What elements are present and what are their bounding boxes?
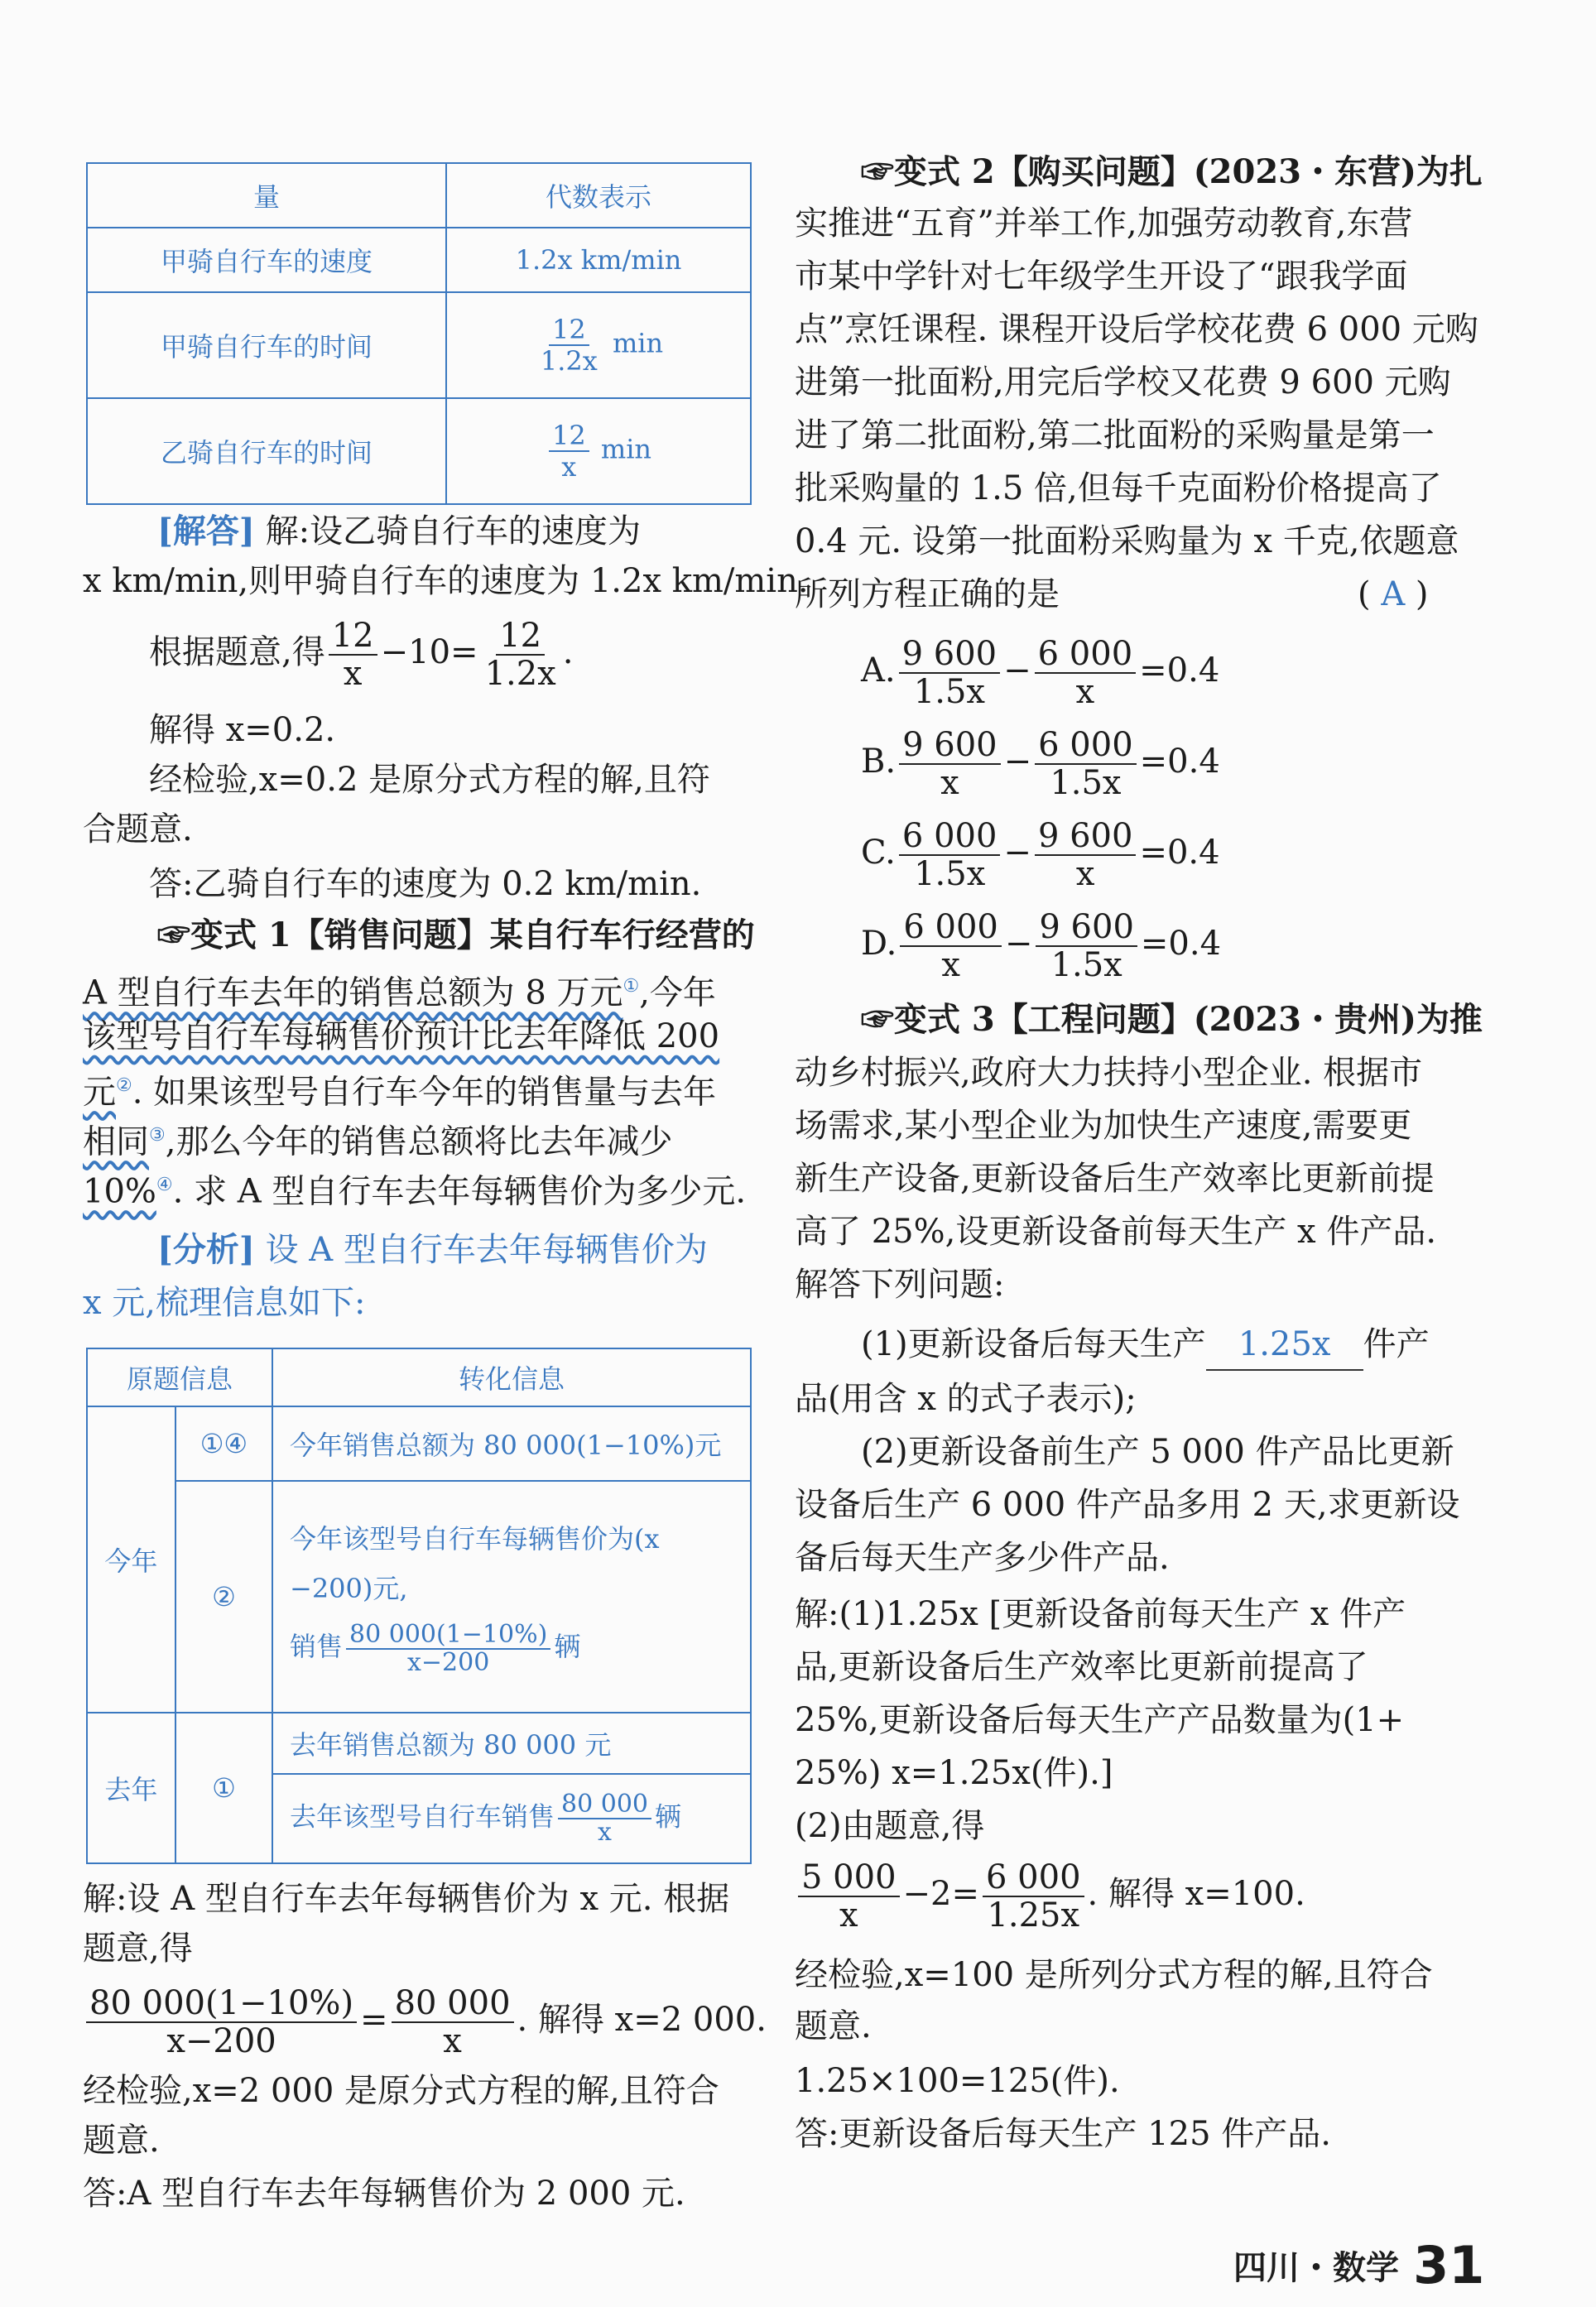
footer-label: 四川・数学 [1233, 2249, 1399, 2287]
table-speed-time [86, 162, 752, 505]
text-line: 设备后生产 6 000 件产品多用 2 天,求更新设 [795, 1486, 1460, 1524]
question-1: (1)更新设备后每天生产 1.25x 件产 [861, 1319, 1430, 1371]
text-line: 题意,得 [83, 1930, 193, 1968]
text-line: 题意. [795, 2007, 872, 2045]
text-line: 25%,更新设备后每天生产产品数量为(1+ [795, 1701, 1405, 1739]
text-line: 解答下列问题: [795, 1266, 1005, 1304]
text-line: A 型自行车去年的销售总额为 8 万元①,今年 [83, 973, 716, 1012]
table-header: 代数表示 [446, 163, 751, 228]
variant-title: ☞变式 3【工程问题】(2023・贵州)为推 [861, 1000, 1483, 1039]
table-cell: 今年销售总额为 80 000(1−10%)元 [272, 1406, 751, 1481]
equation: $\frac{80 000(1-10\%)}{x-200}$ = $\frac{80 000}{x}$ . 解得 x=2 000. [83, 1978, 767, 2061]
option-d: D. $\frac{6 000}{x}$ − $\frac{9 600}{1.5x}$ =0.4 [861, 908, 1222, 984]
table-cell: 去年 [87, 1713, 175, 1863]
text-line: (2)由题意,得 [795, 1807, 985, 1845]
text-line: 品(用含 x 的式子表示); [795, 1380, 1137, 1418]
equation: 根据题意,得 $\frac{12}{x}$ −10= $\frac{12}{1.2x}$ . [149, 617, 574, 693]
text-line: 答:乙骑自行车的速度为 0.2 km/min. [149, 865, 702, 903]
table-cell: 1.2x km/min [446, 228, 751, 292]
table-row [87, 398, 751, 504]
text-line: 解:设 A 型自行车去年每辆售价为 x 元. 根据 [83, 1880, 730, 1918]
table-row [87, 1406, 751, 1481]
table-row [87, 1481, 751, 1713]
page-number: 31 [1413, 2235, 1485, 2295]
table-cell: 去年该型号自行车销售 $\frac{80 000}{x}$ 辆 [272, 1774, 751, 1863]
text-line: 品,更新设备后生产效率比更新前提高了 [795, 1648, 1368, 1686]
text-line: 合题意. [83, 810, 193, 848]
text-line: 场需求,某小型企业为加快生产速度,需要更 [795, 1107, 1412, 1145]
text-line: 1.25×100=125(件). [795, 2062, 1120, 2100]
text-line: 题意. [83, 2122, 160, 2160]
table-cell: ① [175, 1713, 272, 1863]
table-row [87, 228, 751, 292]
fraction: $\frac{80 000(1-10\%)}{x-200}$ [86, 1985, 357, 2059]
table-header: 量 [87, 163, 446, 228]
text-line: 相同③,那么今年的销售总额将比去年减少 [83, 1122, 673, 1161]
text-line: 进了第二批面粉,第二批面粉的采购量是第一 [795, 416, 1435, 454]
equation: $\frac{5 000}{x}$ −2= $\frac{6 000}{1.25x}$ . 解得 x=100. [795, 1853, 1305, 1935]
text-line: 新生产设备,更新设备后生产效率比更新前提 [795, 1160, 1435, 1198]
text-line: 10%④. 求 A 型自行车去年每辆售价为多少元. [83, 1172, 747, 1211]
table-header: 转化信息 [272, 1348, 751, 1406]
text-line: 所列方程正确的是 [795, 575, 1060, 613]
variant-title: ☞变式 1【销售问题】某自行车行经营的 [157, 916, 755, 954]
text-line: 该型号自行车每辆售价预计比去年降低 200 [83, 1017, 720, 1055]
table-cell: 甲骑自行车的时间 [87, 292, 446, 398]
text-line: 进第一批面粉,用完后学校又花费 9 600 元购 [795, 363, 1451, 401]
text-line: 经检验,x=0.2 是原分式方程的解,且符 [149, 761, 710, 799]
text-line: 解:(1)1.25x [更新设备前每天生产 x 件产 [795, 1595, 1406, 1633]
option-c: C. $\frac{6 000}{1.5x}$ − $\frac{9 600}{x}$ =0.4 [861, 817, 1220, 893]
option-a: A. $\frac{9 600}{1.5x}$ − $\frac{6 000}{x}$ =0.4 [861, 635, 1220, 711]
fraction: $\frac{6 000}{1.25x}$ [983, 1859, 1084, 1934]
text-line: 实推进“五育”并举工作,加强劳动教育,东营 [795, 204, 1413, 243]
variant-title: ☞变式 2【购买问题】(2023・东营)为扎 [861, 152, 1483, 191]
page-footer [1233, 2235, 1484, 2295]
table-row [87, 1713, 751, 1774]
fraction: $\frac{12}{x}$ [549, 421, 589, 482]
text-line: 点”烹饪课程. 课程开设后学校花费 6 000 元购 [795, 310, 1478, 348]
text-line: 动乡村振兴,政府大力扶持小型企业. 根据市 [795, 1054, 1423, 1092]
text-line: x 元,梳理信息如下: [83, 1284, 366, 1322]
text-line: (2)更新设备前生产 5 000 件产品比更新 [861, 1433, 1454, 1471]
fraction: $\frac{12}{x}$ [329, 618, 377, 692]
text-line: 市某中学针对七年级学生开设了“跟我学面 [795, 257, 1408, 296]
fraction: $\frac{12}{1.2x}$ [484, 617, 556, 693]
text-line: 答:更新设备后每天生产 125 件产品. [795, 2115, 1331, 2153]
text-line: 高了 25%,设更新设备前每天生产 x 件产品. [795, 1213, 1437, 1251]
table-cell: ② [175, 1481, 272, 1713]
text-line: x km/min,则甲骑自行车的速度为 1.2x km/min. [83, 562, 809, 600]
answer-bracket: ( A ) [1358, 575, 1429, 613]
fraction: $\frac{12}{1.2x}$ [540, 314, 598, 377]
text-line: 25%) x=1.25x(件).] [795, 1754, 1113, 1792]
text-line: 0.4 元. 设第一批面粉采购量为 x 千克,依题意 [795, 522, 1459, 560]
table-cell: ①④ [175, 1406, 272, 1481]
table-info [86, 1348, 752, 1864]
table-cell: 去年销售总额为 80 000 元 [272, 1713, 751, 1774]
table-cell: $\frac{12}{1.2x}$ min [446, 292, 751, 398]
text-line: 经检验,x=100 是所列分式方程的解,且符合 [795, 1956, 1433, 1994]
text-line: 解得 x=0.2. [149, 711, 336, 749]
option-b: B. $\frac{9 600}{x}$ − $\frac{6 000}{1.5x}$ =0.4 [861, 726, 1220, 802]
fraction: $\frac{80 000}{x}$ [558, 1791, 651, 1846]
table-row [87, 292, 751, 398]
fraction: $\frac{80 000}{x}$ [392, 1985, 514, 2059]
solution-intro: [解答] 解:设乙骑自行车的速度为 [157, 512, 642, 550]
fraction: $\frac{5 000}{x}$ [798, 1859, 900, 1934]
table-cell: 今年该型号自行车每辆售价为(x −200)元, 销售 $\frac{80 000(1-10\%)}{x-200}$ 辆 [272, 1481, 751, 1713]
table-header: 原题信息 [87, 1348, 272, 1406]
text-line: 答:A 型自行车去年每辆售价为 2 000 元. [83, 2175, 685, 2213]
table-cell: 乙骑自行车的时间 [87, 398, 446, 504]
table-cell: $\frac{12}{x}$ min [446, 398, 751, 504]
text-line: 批采购量的 1.5 倍,但每千克面粉价格提高了 [795, 469, 1442, 507]
text-line: 元②. 如果该型号自行车今年的销售量与去年 [83, 1073, 717, 1112]
text-line: 备后每天生产多少件产品. [795, 1539, 1170, 1577]
table-cell: 甲骑自行车的速度 [87, 228, 446, 292]
fraction: $\frac{80 000(1-10\%)}{x-200}$ [346, 1622, 550, 1676]
analysis-line: [分析] 设 A 型自行车去年每辆售价为 [157, 1230, 708, 1269]
text-line: 经检验,x=2 000 是原分式方程的解,且符合 [83, 2072, 719, 2110]
answer-blank: 1.25x [1206, 1319, 1363, 1371]
table-cell: 今年 [87, 1406, 175, 1713]
